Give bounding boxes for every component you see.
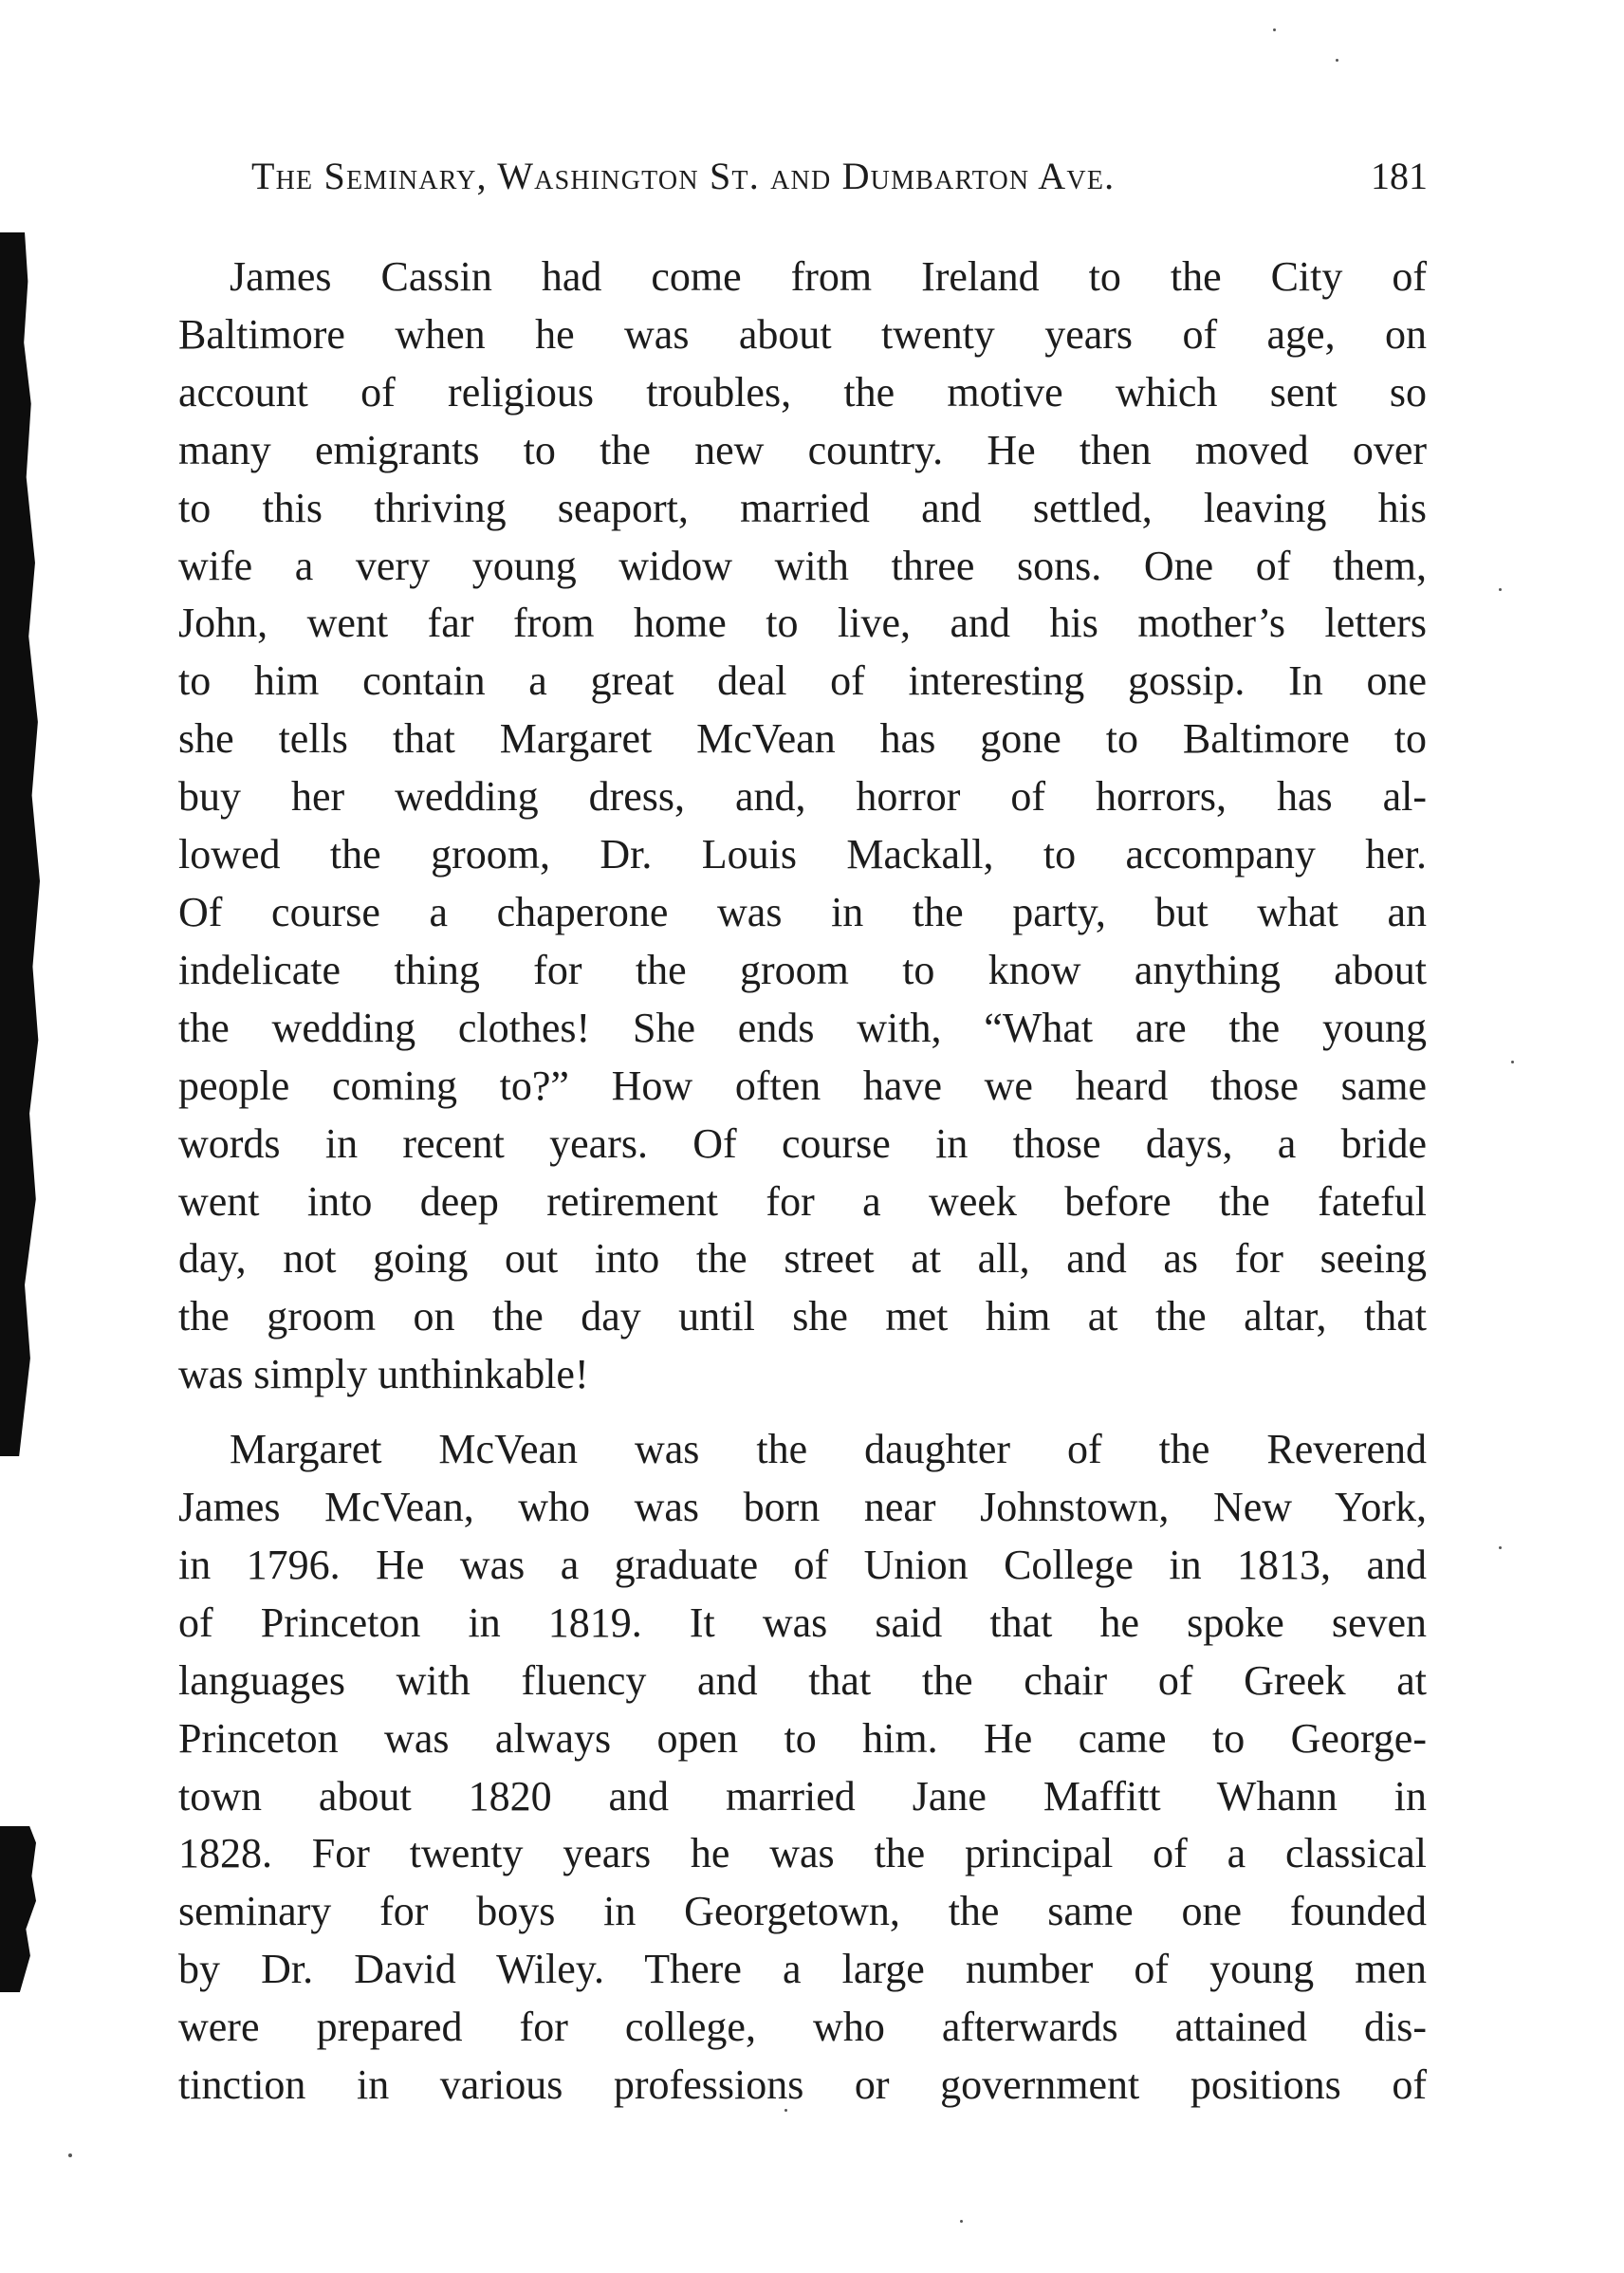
running-head-title: The Seminary, Washington St. and Dumbarton Ave. xyxy=(251,155,1116,197)
paragraph-2 xyxy=(178,1421,1427,2115)
scan-binding-shadow-lower xyxy=(0,1826,36,1992)
text-line: by Dr. David Wiley. There a large number of young men xyxy=(178,1946,1427,1993)
text-line: Princeton was always open to him. He came to George- xyxy=(178,1714,1427,1762)
text-line: lowed the groom, Dr. Louis Mackall, to accompany her. xyxy=(178,831,1427,878)
text-line: was simply unthinkable! xyxy=(178,1351,589,1398)
text-line: Baltimore when he was about twenty years of age, on xyxy=(178,310,1427,358)
text-line: buy her wedding dress, and, horror of horrors, has al- xyxy=(178,773,1427,821)
scan-speck xyxy=(960,2220,963,2223)
scan-binding-shadow xyxy=(0,232,40,1456)
text-line: were prepared for college, who afterwards attained dis- xyxy=(178,2004,1427,2051)
text-line: town about 1820 and married Jane Maffitt Whann in xyxy=(178,1772,1427,1820)
text-line: in 1796. He was a graduate of Union College in 1813, and xyxy=(178,1541,1427,1588)
scan-speck xyxy=(1273,28,1276,31)
text-line: of Princeton in 1819. It was said that he spoke seven xyxy=(178,1598,1427,1646)
paragraph-1 xyxy=(178,249,1427,1404)
text-line: Of course a chaperone was in the party, but what an xyxy=(178,888,1427,935)
paragraph-gap xyxy=(178,1404,1427,1421)
text-line: languages with fluency and that the chair of Greek at xyxy=(178,1656,1427,1704)
text-line: John, went far from home to live, and his mother’s letters xyxy=(178,600,1427,647)
text-line: wife a very young widow with three sons. One of them, xyxy=(178,542,1427,589)
text-line: to him contain a great deal of interesting gossip. In one xyxy=(178,657,1427,705)
text-line: day, not going out into the street at all, and as for seeing xyxy=(178,1235,1427,1283)
text-line: went into deep retirement for a week before the fateful xyxy=(178,1177,1427,1225)
text-line: words in recent years. Of course in those days, a bride xyxy=(178,1119,1427,1167)
text-line: many emigrants to the new country. He then moved over xyxy=(178,426,1427,473)
page-number: 181 xyxy=(1371,155,1428,197)
running-head xyxy=(251,154,1428,211)
scan-speck xyxy=(68,2153,72,2157)
text-line: tinction in various professions or government positions of xyxy=(178,2061,1427,2109)
text-line: people coming to?” How often have we heard those same xyxy=(178,1062,1427,1109)
scan-speck xyxy=(1499,1546,1502,1549)
text-line: James McVean, who was born near Johnstown, New York, xyxy=(178,1484,1427,1531)
scan-speck xyxy=(1499,588,1502,591)
text-line: she tells that Margaret McVean has gone to Baltimore to xyxy=(178,715,1427,763)
text-line: 1828. For twenty years he was the principal of a classical xyxy=(178,1830,1427,1877)
text-line: the wedding clothes! She ends with, “What are the young xyxy=(178,1004,1427,1051)
scan-speck xyxy=(1511,1061,1514,1063)
scan-speck xyxy=(1336,59,1338,62)
text-line: James Cassin had come from Ireland to the City of xyxy=(230,253,1427,300)
text-line: indelicate thing for the groom to know anything about xyxy=(178,946,1427,993)
text-line: account of religious troubles, the motive which sent so xyxy=(178,368,1427,416)
text-line: seminary for boys in Georgetown, the same one founded xyxy=(178,1888,1427,1935)
text-line: Margaret McVean was the daughter of the Reverend xyxy=(230,1426,1427,1473)
body-text xyxy=(178,249,1427,2115)
text-line: the groom on the day until she met him at the altar, that xyxy=(178,1293,1427,1340)
text-line: to this thriving seaport, married and settled, leaving his xyxy=(178,484,1427,531)
